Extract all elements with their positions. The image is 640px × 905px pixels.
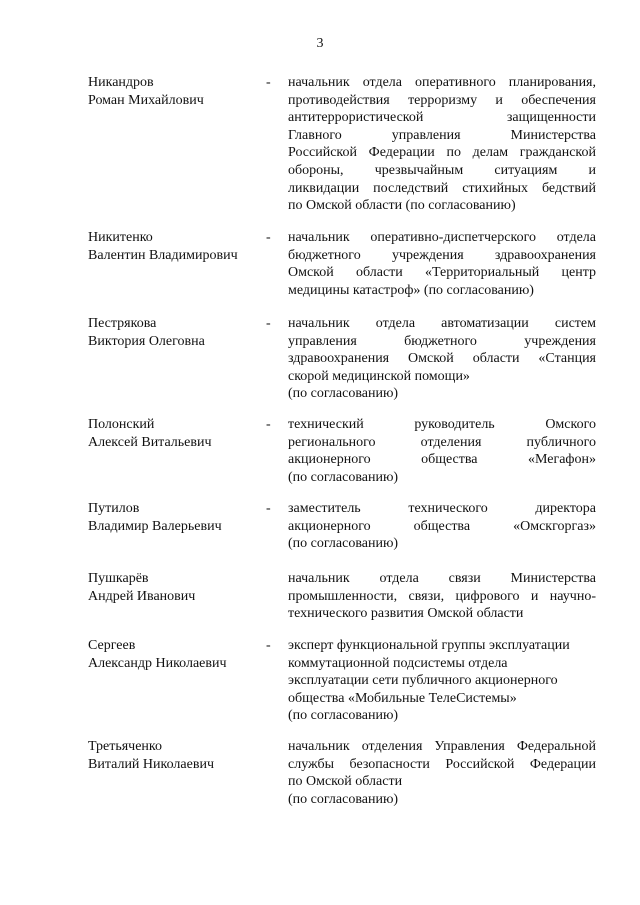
position-line: здравоохранения Омской области «Станция — [288, 351, 596, 367]
separator-dash: - — [266, 638, 271, 653]
separator-dash: - — [266, 75, 271, 90]
member-surname: Никитенко — [88, 230, 153, 245]
member-given-name: Андрей Иванович — [88, 589, 196, 604]
position-line: по Омской области — [288, 774, 403, 790]
position-line: ликвидации последствий стихийных бедствий — [288, 180, 596, 196]
position-line: начальник отделения Управления Федеральной — [288, 739, 596, 754]
position-line: (по согласованию) — [288, 791, 399, 807]
member-given-name: Александр Николаевич — [88, 656, 227, 671]
member-name — [88, 738, 273, 774]
position-line: эксплуатации сети публичного акционерного — [288, 673, 558, 689]
member-position — [288, 500, 596, 553]
member-name — [88, 637, 273, 673]
position-line: медицины катастроф» (по согласованию) — [288, 282, 534, 298]
member-surname: Третьяченко — [88, 739, 163, 754]
position-line: бюджетного учреждения здравоохранения — [288, 247, 596, 263]
member-given-name: Алексей Витальевич — [88, 435, 212, 450]
member-surname: Полонский — [88, 417, 155, 432]
position-line: Главного управления Министерства — [288, 127, 596, 143]
member-position — [288, 315, 596, 403]
member-name — [88, 74, 273, 110]
member-position — [288, 416, 596, 486]
position-line: заместитель технического директора — [288, 501, 596, 516]
position-line: управления бюджетного учреждения — [288, 333, 596, 349]
member-name — [88, 500, 273, 536]
position-line: (по согласованию) — [288, 469, 399, 485]
position-line: коммутационной подсистемы отдела — [288, 655, 508, 671]
member-position — [288, 74, 596, 215]
member-given-name: Виктория Олеговна — [88, 334, 205, 349]
member-given-name: Виталий Николаевич — [88, 757, 214, 772]
position-line: антитеррористической защищенности — [288, 110, 596, 126]
position-line: начальник отдела связи Министерства — [288, 571, 596, 586]
position-line: промышленности, связи, цифрового и научно- — [288, 588, 596, 604]
position-line: начальник оперативно-диспетчерского отдела — [288, 230, 596, 245]
position-line: акционерного общества «Омскгоргаз» — [288, 518, 596, 534]
member-name — [88, 315, 273, 351]
position-line: эксперт функциональной группы эксплуатации — [288, 638, 570, 653]
position-line: начальник отдела оперативного планирования, — [288, 75, 596, 90]
separator-dash: - — [266, 230, 271, 245]
member-surname: Сергеев — [88, 638, 136, 653]
position-line: обороны, чрезвычайным ситуациям и — [288, 162, 596, 178]
member-position — [288, 570, 596, 623]
separator-dash: - — [266, 316, 271, 331]
member-name — [88, 229, 273, 265]
member-given-name: Валентин Владимирович — [88, 248, 238, 263]
position-line: (по согласованию) — [288, 536, 399, 552]
position-line: противодействия терроризму и обеспечения — [288, 92, 596, 108]
member-position — [288, 738, 596, 808]
member-position — [288, 637, 596, 725]
separator-dash: - — [266, 501, 271, 516]
position-line: общества «Мобильные ТелеСистемы» — [288, 690, 517, 706]
member-given-name: Роман Михайлович — [88, 93, 204, 108]
member-name — [88, 570, 273, 606]
member-given-name: Владимир Валерьевич — [88, 519, 222, 534]
page-number: 3 — [316, 36, 324, 51]
member-surname: Никандров — [88, 75, 154, 90]
position-line: Российской Федерации по делам гражданской — [288, 145, 596, 161]
position-line: технического развития Омской области — [288, 606, 524, 622]
position-line: технический руководитель Омского — [288, 417, 596, 432]
position-line: службы безопасности Российской Федерации — [288, 756, 596, 772]
member-name — [88, 416, 273, 452]
position-line: начальник отдела автоматизации систем — [288, 316, 596, 331]
position-line: по Омской области (по согласованию) — [288, 198, 516, 214]
position-line: Омской области «Территориальный центр — [288, 265, 596, 281]
member-surname: Пушкарёв — [88, 571, 149, 586]
position-line: регионального отделения публичного — [288, 434, 596, 450]
position-line: акционерного общества «Мегафон» — [288, 452, 596, 468]
member-surname: Пестрякова — [88, 316, 157, 331]
position-line: скорой медицинской помощи» — [288, 368, 470, 384]
position-line: (по согласованию) — [288, 708, 399, 724]
separator-dash: - — [266, 417, 271, 432]
member-surname: Путилов — [88, 501, 140, 516]
member-position — [288, 229, 596, 299]
position-line: (по согласованию) — [288, 386, 399, 402]
